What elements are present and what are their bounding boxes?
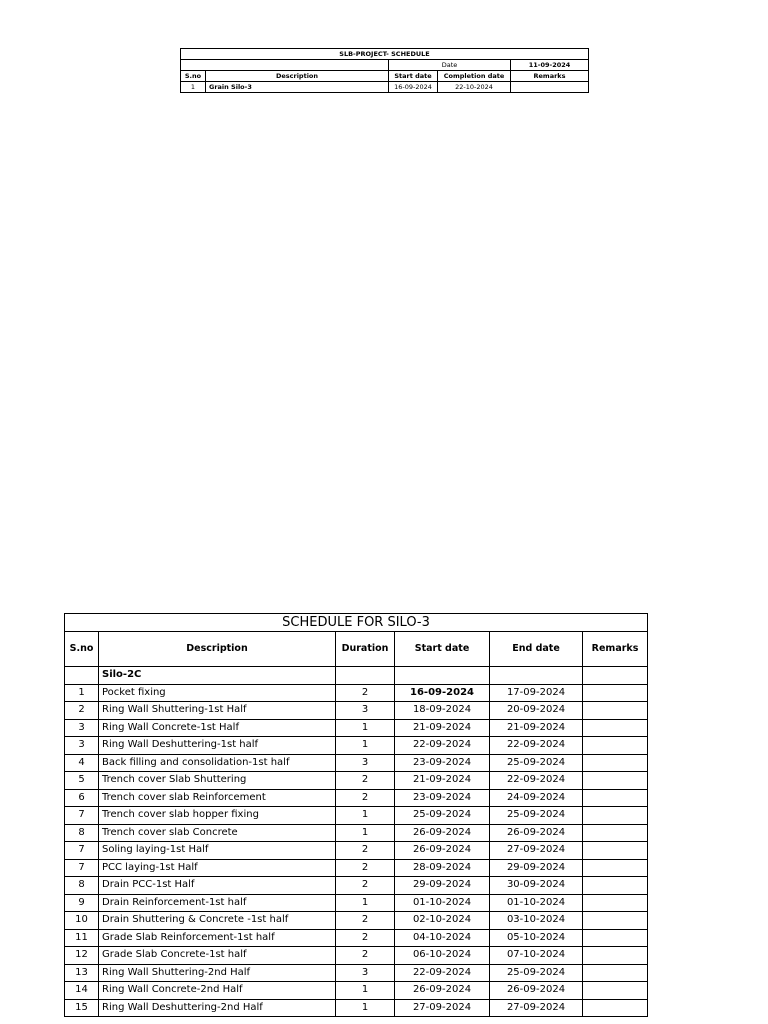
summary-cell-sno: 1	[181, 82, 206, 93]
cell-start-date: 16-09-2024	[395, 684, 490, 702]
cell-description: Drain Shuttering & Concrete -1st half	[99, 912, 336, 930]
cell-remarks	[583, 807, 648, 825]
cell-duration: 1	[336, 807, 395, 825]
group-label: Silo-2C	[99, 667, 336, 685]
cell-remarks	[583, 737, 648, 755]
cell-description: Drain PCC-1st Half	[99, 877, 336, 895]
cell-start-date: 01-10-2024	[395, 894, 490, 912]
cell-end-date: 03-10-2024	[490, 912, 583, 930]
cell-description: Trench cover slab Reinforcement	[99, 789, 336, 807]
cell-remarks	[583, 982, 648, 1000]
schedule-row	[65, 824, 648, 842]
schedule-row	[65, 772, 648, 790]
schedule-table	[64, 613, 648, 1017]
schedule-header-description: Description	[99, 632, 336, 667]
summary-row	[181, 82, 589, 93]
cell-end-date: 27-09-2024	[490, 842, 583, 860]
cell-duration: 3	[336, 964, 395, 982]
summary-blank-cell	[206, 60, 389, 71]
cell-sno: 5	[65, 772, 99, 790]
cell-end-date: 30-09-2024	[490, 877, 583, 895]
schedule-row	[65, 999, 648, 1017]
cell-description: Ring Wall Shuttering-2nd Half	[99, 964, 336, 982]
cell-sno: 1	[65, 684, 99, 702]
cell-description: Grade Slab Concrete-1st half	[99, 947, 336, 965]
group-end-cell	[490, 667, 583, 685]
cell-sno: 4	[65, 754, 99, 772]
cell-description: Trench cover Slab Shuttering	[99, 772, 336, 790]
cell-remarks	[583, 894, 648, 912]
schedule-row	[65, 737, 648, 755]
cell-remarks	[583, 772, 648, 790]
cell-remarks	[583, 999, 648, 1017]
cell-end-date: 22-09-2024	[490, 737, 583, 755]
schedule-row	[65, 702, 648, 720]
cell-duration: 2	[336, 684, 395, 702]
cell-start-date: 26-09-2024	[395, 982, 490, 1000]
schedule-header-end: End date	[490, 632, 583, 667]
cell-duration: 2	[336, 877, 395, 895]
cell-sno: 13	[65, 964, 99, 982]
group-sno-cell	[65, 667, 99, 685]
summary-cell-start: 16-09-2024	[389, 82, 438, 93]
cell-start-date: 26-09-2024	[395, 824, 490, 842]
cell-end-date: 27-09-2024	[490, 999, 583, 1017]
cell-end-date: 22-09-2024	[490, 772, 583, 790]
cell-sno: 8	[65, 877, 99, 895]
cell-duration: 1	[336, 737, 395, 755]
cell-description: Ring Wall Concrete-2nd Half	[99, 982, 336, 1000]
schedule-row	[65, 877, 648, 895]
group-start-cell	[395, 667, 490, 685]
cell-start-date: 06-10-2024	[395, 947, 490, 965]
cell-description: Soling laying-1st Half	[99, 842, 336, 860]
cell-remarks	[583, 754, 648, 772]
cell-duration: 2	[336, 842, 395, 860]
cell-end-date: 26-09-2024	[490, 824, 583, 842]
cell-duration: 2	[336, 912, 395, 930]
cell-duration: 1	[336, 982, 395, 1000]
cell-sno: 8	[65, 824, 99, 842]
cell-duration: 1	[336, 824, 395, 842]
cell-description: Ring Wall Shuttering-1st Half	[99, 702, 336, 720]
cell-description: Ring Wall Deshuttering-1st half	[99, 737, 336, 755]
cell-start-date: 28-09-2024	[395, 859, 490, 877]
cell-description: Ring Wall Concrete-1st Half	[99, 719, 336, 737]
cell-duration: 2	[336, 947, 395, 965]
cell-sno: 3	[65, 737, 99, 755]
schedule-row	[65, 982, 648, 1000]
cell-sno: 12	[65, 947, 99, 965]
cell-end-date: 20-09-2024	[490, 702, 583, 720]
summary-cell-completion: 22-10-2024	[438, 82, 511, 93]
cell-sno: 15	[65, 999, 99, 1017]
summary-cell-remarks	[511, 82, 589, 93]
schedule-row	[65, 859, 648, 877]
schedule-body	[65, 684, 648, 1017]
cell-end-date: 07-10-2024	[490, 947, 583, 965]
cell-remarks	[583, 719, 648, 737]
schedule-row	[65, 719, 648, 737]
cell-duration: 2	[336, 929, 395, 947]
summary-header-remarks: Remarks	[511, 71, 589, 82]
cell-start-date: 29-09-2024	[395, 877, 490, 895]
cell-remarks	[583, 947, 648, 965]
cell-duration: 1	[336, 719, 395, 737]
cell-end-date: 25-09-2024	[490, 964, 583, 982]
cell-start-date: 18-09-2024	[395, 702, 490, 720]
cell-description: Back filling and consolidation-1st half	[99, 754, 336, 772]
summary-body	[181, 82, 589, 93]
cell-duration: 1	[336, 894, 395, 912]
cell-end-date: 05-10-2024	[490, 929, 583, 947]
schedule-row	[65, 684, 648, 702]
summary-header-sno: S.no	[181, 71, 206, 82]
cell-start-date: 22-09-2024	[395, 737, 490, 755]
cell-remarks	[583, 684, 648, 702]
schedule-row	[65, 754, 648, 772]
cell-end-date: 01-10-2024	[490, 894, 583, 912]
cell-remarks	[583, 702, 648, 720]
summary-title: SLB-PROJECT- SCHEDULE	[181, 49, 589, 60]
cell-remarks	[583, 964, 648, 982]
project-summary-table	[180, 48, 589, 93]
cell-start-date: 04-10-2024	[395, 929, 490, 947]
cell-remarks	[583, 824, 648, 842]
cell-remarks	[583, 842, 648, 860]
cell-description: Grade Slab Reinforcement-1st half	[99, 929, 336, 947]
cell-start-date: 23-09-2024	[395, 754, 490, 772]
cell-remarks	[583, 789, 648, 807]
schedule-header-remarks: Remarks	[583, 632, 648, 667]
schedule-header-sno: S.no	[65, 632, 99, 667]
cell-duration: 3	[336, 754, 395, 772]
cell-duration: 2	[336, 772, 395, 790]
schedule-row	[65, 789, 648, 807]
cell-end-date: 29-09-2024	[490, 859, 583, 877]
schedule-row	[65, 894, 648, 912]
cell-description: Trench cover slab Concrete	[99, 824, 336, 842]
summary-header-description: Description	[206, 71, 389, 82]
cell-duration: 2	[336, 789, 395, 807]
schedule-row	[65, 912, 648, 930]
cell-sno: 9	[65, 894, 99, 912]
schedule-title: SCHEDULE FOR SILO-3	[65, 614, 648, 632]
cell-remarks	[583, 912, 648, 930]
cell-start-date: 26-09-2024	[395, 842, 490, 860]
group-duration-cell	[336, 667, 395, 685]
summary-header-start: Start date	[389, 71, 438, 82]
schedule-header-start: Start date	[395, 632, 490, 667]
cell-sno: 2	[65, 702, 99, 720]
summary-cell-description: Grain Silo-3	[206, 82, 389, 93]
schedule-row	[65, 929, 648, 947]
summary-header-completion: Completion date	[438, 71, 511, 82]
cell-remarks	[583, 929, 648, 947]
cell-sno: 7	[65, 859, 99, 877]
cell-start-date: 25-09-2024	[395, 807, 490, 825]
summary-date-value: 11-09-2024	[511, 60, 589, 71]
cell-description: Trench cover slab hopper fixing	[99, 807, 336, 825]
cell-remarks	[583, 859, 648, 877]
cell-start-date: 27-09-2024	[395, 999, 490, 1017]
cell-description: Pocket fixing	[99, 684, 336, 702]
cell-sno: 3	[65, 719, 99, 737]
summary-blank-cell	[181, 60, 206, 71]
schedule-row	[65, 842, 648, 860]
cell-start-date: 21-09-2024	[395, 772, 490, 790]
cell-duration: 3	[336, 702, 395, 720]
summary-date-label: Date	[389, 60, 511, 71]
cell-sno: 11	[65, 929, 99, 947]
cell-description: Ring Wall Deshuttering-2nd Half	[99, 999, 336, 1017]
cell-end-date: 25-09-2024	[490, 807, 583, 825]
cell-description: PCC laying-1st Half	[99, 859, 336, 877]
cell-description: Drain Reinforcement-1st half	[99, 894, 336, 912]
cell-sno: 14	[65, 982, 99, 1000]
schedule-row	[65, 807, 648, 825]
cell-duration: 2	[336, 859, 395, 877]
group-remarks-cell	[583, 667, 648, 685]
cell-end-date: 21-09-2024	[490, 719, 583, 737]
cell-start-date: 02-10-2024	[395, 912, 490, 930]
cell-duration: 1	[336, 999, 395, 1017]
cell-start-date: 21-09-2024	[395, 719, 490, 737]
cell-end-date: 24-09-2024	[490, 789, 583, 807]
cell-end-date: 17-09-2024	[490, 684, 583, 702]
cell-sno: 7	[65, 842, 99, 860]
schedule-header-duration: Duration	[336, 632, 395, 667]
cell-start-date: 22-09-2024	[395, 964, 490, 982]
cell-end-date: 25-09-2024	[490, 754, 583, 772]
cell-sno: 7	[65, 807, 99, 825]
schedule-row	[65, 947, 648, 965]
cell-end-date: 26-09-2024	[490, 982, 583, 1000]
cell-sno: 10	[65, 912, 99, 930]
schedule-row	[65, 964, 648, 982]
cell-start-date: 23-09-2024	[395, 789, 490, 807]
cell-remarks	[583, 877, 648, 895]
cell-sno: 6	[65, 789, 99, 807]
